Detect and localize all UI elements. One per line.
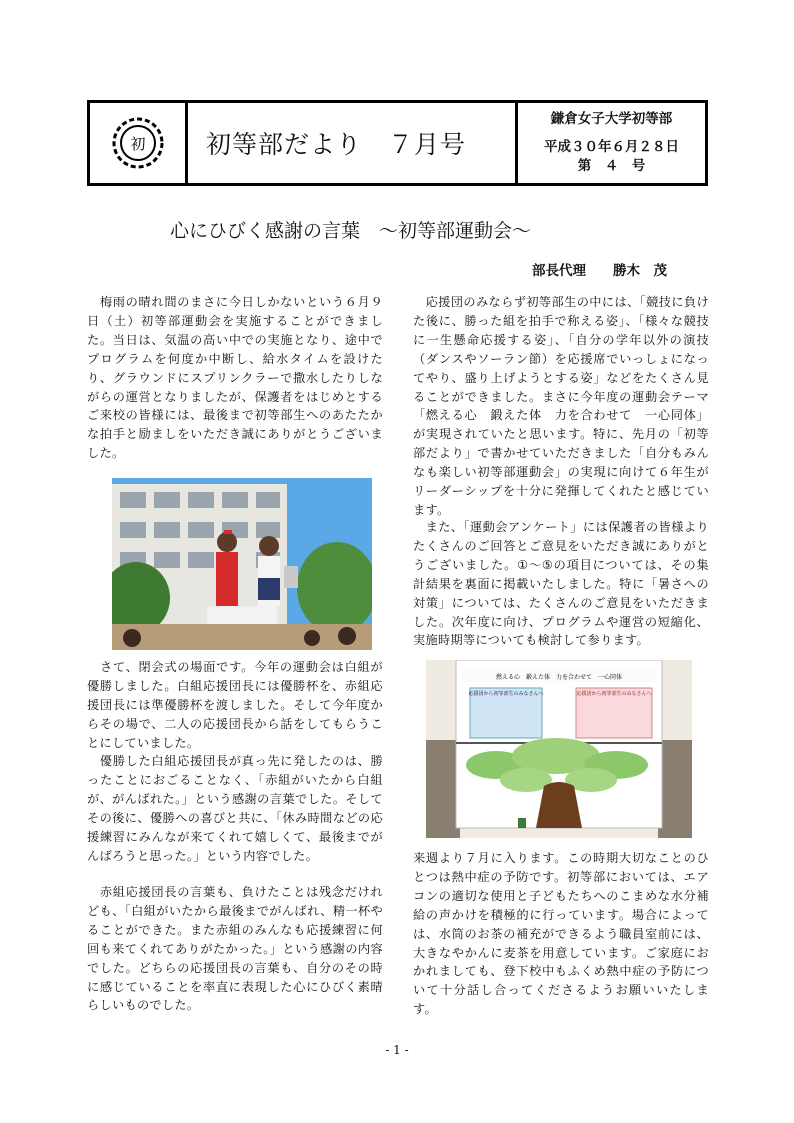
right-paragraph-1: 応援団のみならず初等部生の中には、「競技に負けた後に、勝った組を拍手で称える姿」、「様々な競技に一生懸命応援する姿」、「自分の学年以外の演技（ダンスやソーラン節）を応援席でいっしょになってやり、盛り上げようとする姿」などをたくさん見ることができました。まさに今年度の運動会テーマ「燃える心 鍛えた体 力を合わせて 一心同体」が実現されていたと思います。特に、先月の「初等部だより」で書かせていただきました「自分もみんなも楽しい初等部運動会」の実現に向けて６年生がリーダーシップを十分に発揮してくれたと感じています。 <box>413 295 709 517</box>
left-paragraph-4: 赤組応援団長の言葉も、負けたことは残念だけれども、「白組がいたから最後までがんばれ、精一杯やることができた。また赤組のみんなも応援練習に何回も来てくれてありがたかった。」という感謝の内容でした。どちらの応援団長の言葉も、自分のその時に感じていることを率直に表現した心にひびく素晴らしいものでした。 <box>87 885 383 1013</box>
poster-banner-top: 燃える心 鍛えた体 力を合わせて 一心同体 <box>495 674 623 681</box>
right-paragraph-2: また、「運動会アンケート」には保護者の皆様よりたくさんのご回答とご意見をいただき誠にありがとうございました。①～⑤の項目については、その集計結果を裏面に掲載いたしました。特に「暑さへの対策」については、たくさんのご意見をいただきました。次年度に向け、プログラムや運営の短縮化、実施時期等についても検討して参ります。 <box>413 520 709 648</box>
article-headline: 心にひびく感謝の言葉 ～初等部運動会～ <box>170 220 532 242</box>
issue-number: 第 ４ 号 <box>577 158 646 174</box>
newsletter-title: 初等部だより ７月号 <box>206 130 467 159</box>
poster-banner-right: 応援団から初等部生のみなさんへ <box>576 691 652 697</box>
poster-banner-left: 応援団から初等部生のみなさんへ <box>468 691 544 697</box>
poster-photo <box>426 660 692 838</box>
article-author: 部長代理 勝木 茂 <box>532 263 667 279</box>
emblem-char: 初 <box>129 135 146 153</box>
info-cell <box>518 103 705 183</box>
right-paragraph-3: 来週より７月に入ります。この時期大切なことのひとつは熱中症の予防です。初等部においては、エアコンの適切な使用と子どもたちへのこまめな水分補給の声かけを積極的に行っています。場合によっては、水筒のお茶の補充ができるよう職員室前には、大きなやかんに麦茶を用意しています。ご家庭におかれましても、登下校中もふくめ熱中症の予防について十分話し合ってくださるようお願いいたします。 <box>413 851 709 1017</box>
logo-cell <box>90 103 188 183</box>
left-paragraph-2: さて、閉会式の場面です。今年の運動会は白組が優勝しました。白組応援団長には優勝杯を、赤組応援団長には準優勝杯を渡しました。そして今年度からその場で、二人の応援団長から話をしてもらうことにしていました。 <box>87 660 383 750</box>
school-name: 鎌倉女子大学初等部 <box>550 111 673 127</box>
title-cell <box>188 103 518 183</box>
newsletter-header <box>87 100 708 186</box>
sports-day-photo <box>112 478 372 650</box>
page-number: - 1 - <box>385 1043 409 1057</box>
left-paragraph-1: 梅雨の晴れ間のまさに今日しかないという６月９日（土）初等部運動会を実施することができました。当日は、気温の高い中での実施となり、途中でプログラムを何度か中断し、給水タイムを設けたり、グラウンドにスプリンクラーで撒水したりしながらの運営となりましたが、保護者をはじめとするご来校の皆様には、最後まで初等部生へのあたたかな拍手と励ましをいただき誠にありがとうございました。 <box>87 295 383 461</box>
issue-date: 平成３０年６月２８日 <box>544 138 679 155</box>
school-emblem-icon <box>111 116 165 170</box>
left-paragraph-3: 優勝した白組応援団長が真っ先に発したのは、勝ったことにおごることなく、「赤組がいたから白組が、がんばれた。」という感謝の言葉でした。そしてその後に、優勝への喜びと共に、「休み時間などの応援練習にみんなが来てくれて嬉しくて、最後までがんばろうと思った。」という内容でした。 <box>87 754 383 863</box>
